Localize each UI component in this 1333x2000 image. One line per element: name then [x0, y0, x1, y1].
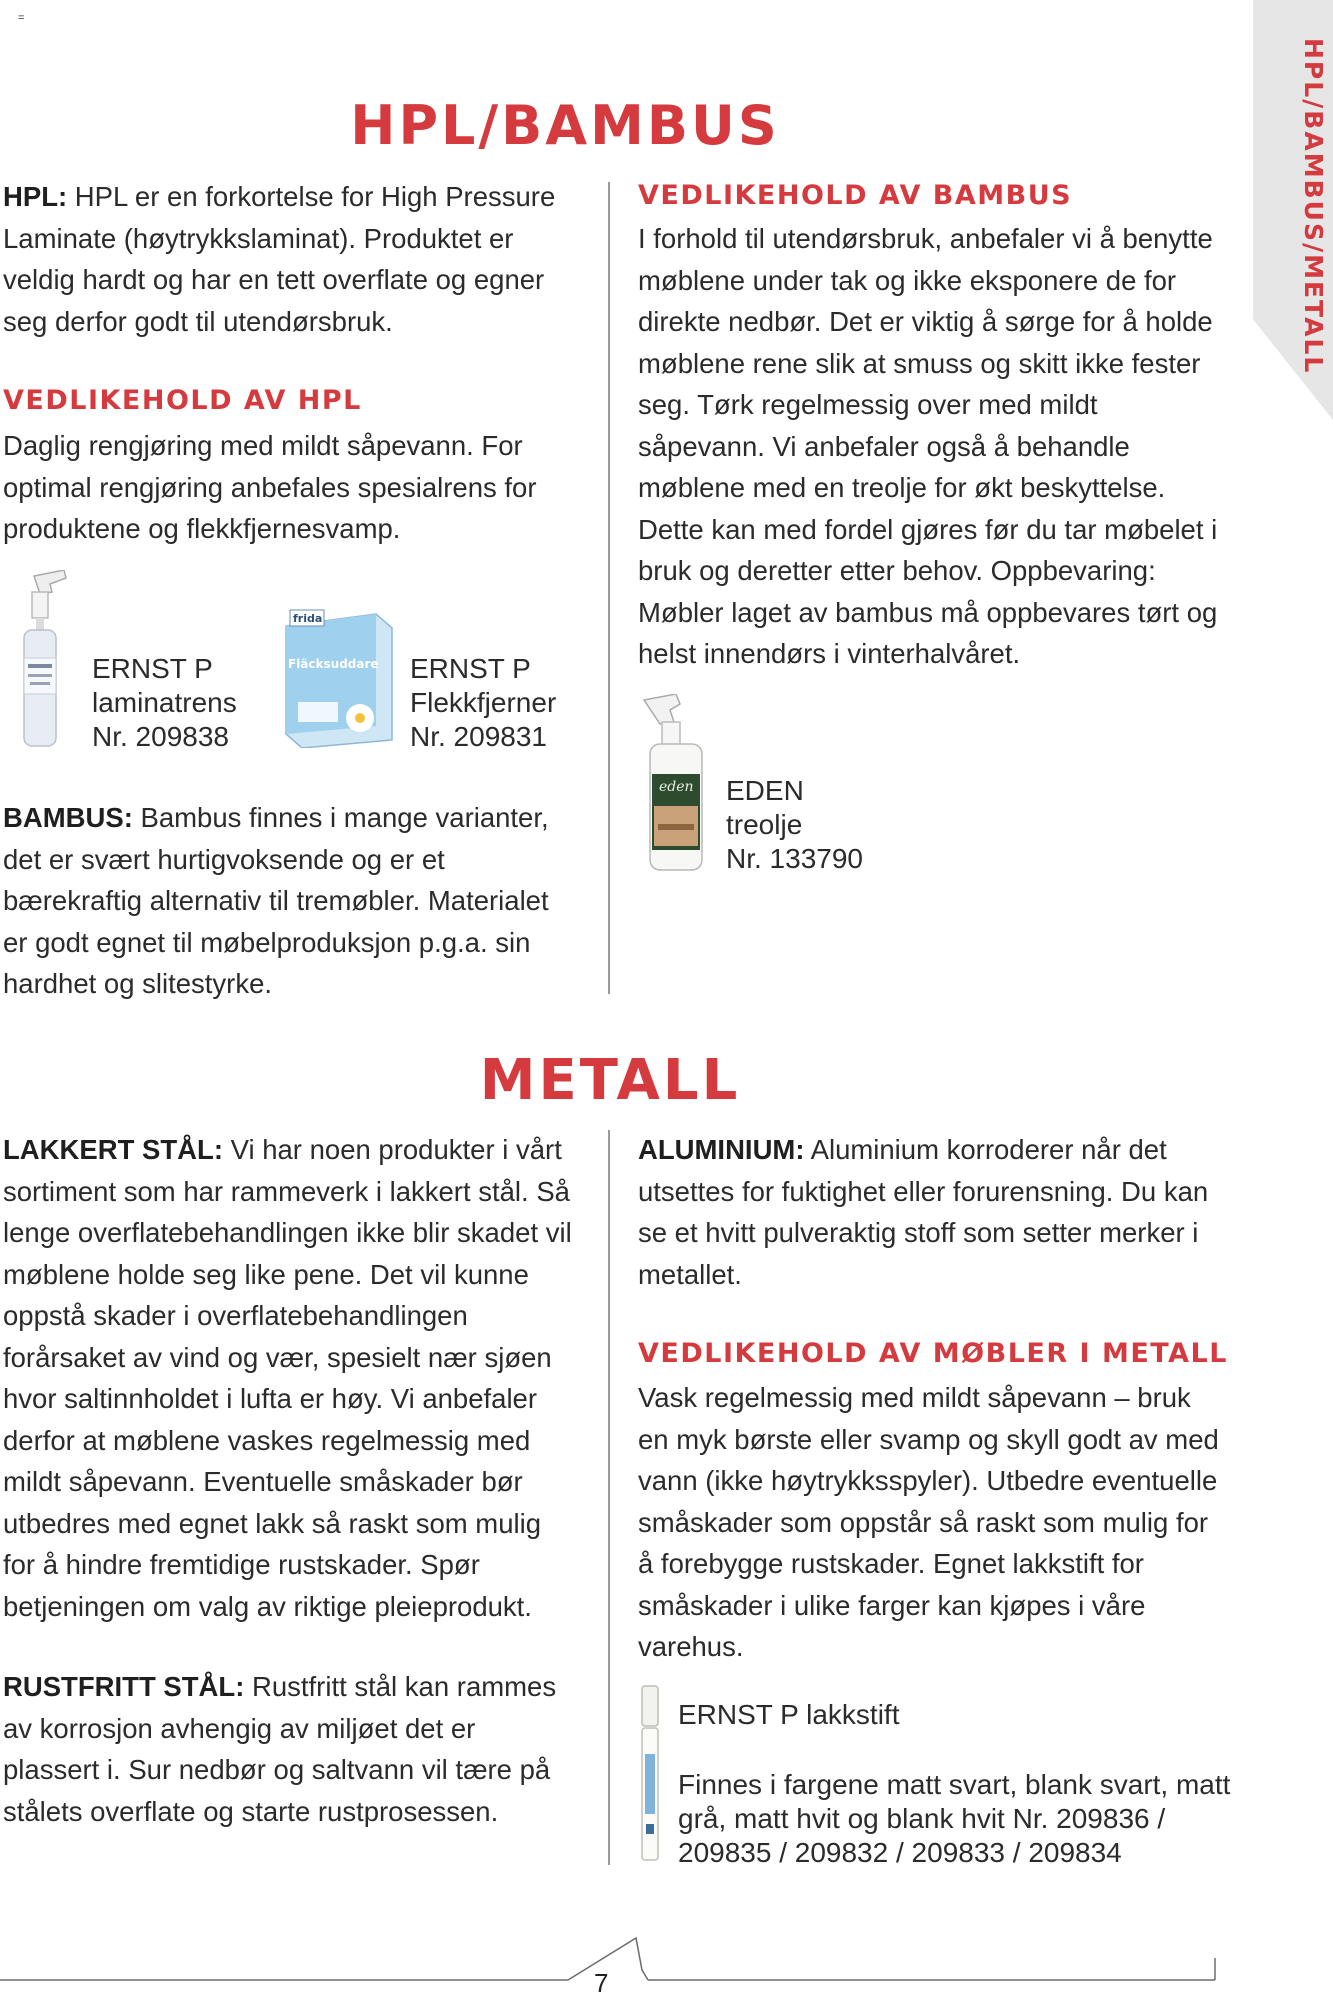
rustfritt-text: Rustfritt stål kan rammes av korrosjon avhengig av miljøet det er plassert i. Sur nedbør og saltvann vil tære på stålets overflate og starte rustprosessen.: [3, 1671, 557, 1827]
laminatrens-name: laminatrens: [92, 687, 237, 718]
side-tab-label: HPL/BAMBUS/METALL: [1299, 38, 1328, 375]
flekkfjerner-number: Nr. 209831: [410, 721, 547, 752]
column-divider-bottom: [608, 1130, 610, 1865]
laminatrens-number: Nr. 209838: [92, 721, 229, 752]
rustfritt-label: RUSTFRITT STÅL:: [3, 1671, 245, 1702]
hpl-paragraph: [3, 176, 573, 342]
bambus-label: BAMBUS:: [3, 802, 133, 833]
flekkfjerner-box-title: Fläcksuddare: [288, 657, 379, 671]
laminatrens-bottle-image: [6, 570, 70, 750]
aluminium-paragraph: [638, 1129, 1228, 1295]
footer-line: [0, 1930, 1333, 2000]
aluminium-label: ALUMINIUM:: [638, 1134, 805, 1165]
treolje-name: treolje: [726, 809, 803, 840]
treolje-bottle-image: [640, 694, 720, 874]
rustfritt-paragraph: [3, 1666, 573, 1832]
lakkert-paragraph: [3, 1129, 573, 1627]
hpl-label: HPL:: [3, 181, 68, 212]
lakkstift-description: Finnes i fargene matt svart, blank svart, matt grå, matt hvit og blank hvit Nr. 209836 / 209835 / 209832 / 209833 / 209834: [678, 1769, 1231, 1868]
treolje-number: Nr. 133790: [726, 843, 863, 874]
bambus-care-heading: VEDLIKEHOLD AV BAMBUS: [638, 180, 1073, 211]
flekkfjerner-name: Flekkfjerner: [410, 687, 557, 718]
laminatrens-brand: ERNST P: [92, 653, 213, 684]
laminatrens-caption: [92, 652, 292, 754]
lakkstift-title: ERNST P lakkstift: [678, 1699, 900, 1730]
hpl-care-heading: VEDLIKEHOLD AV HPL: [3, 385, 362, 416]
hpl-care-text: Daglig rengjøring med mildt såpevann. For optimal rengjøring anbefales spesialrens for produktene og flekkfjernesvamp.: [3, 430, 537, 544]
section-title-hpl-bambus: HPL/BAMBUS: [350, 94, 780, 157]
flekkfjerner-box-brand: frida: [293, 612, 323, 625]
lakkert-label: LAKKERT STÅL:: [3, 1134, 223, 1165]
lakkstift-pen-image: [636, 1684, 664, 1864]
metall-care-heading: VEDLIKEHOLD AV MØBLER I METALL: [638, 1338, 1228, 1369]
bambus-care-text: I forhold til utendørsbruk, anbefaler vi å benytte møblene under tak og ikke eksponere de for direkte nedbør. Det er viktig å sørge for å holde møblene rene slik at smuss og skitt ikke fester seg. Tørk regelmessig over med mildt såpevann. Vi anbefaler også å behandle møblene med en treolje for økt beskyttelse. Dette kan med fordel gjøres før du tar møbelet i bruk og deretter etter behov. Oppbevaring: Møbler laget av bambus må oppbevares tørt og helst innendørs i vinterhalvåret.: [638, 223, 1218, 669]
flekkfjerner-box-image: [276, 606, 396, 748]
bambus-text: Bambus finnes i mange varianter, det er svært hurtigvoksende og er et bærekraftig alternativ til tremøbler. Materialet er godt egnet til møbelproduksjon p.g.a. sin hardhet og slitestyrke.: [3, 802, 549, 999]
treolje-brand: EDEN: [726, 775, 804, 806]
column-divider-top: [608, 182, 610, 994]
metall-care-text: Vask regelmessig med mildt såpevann – bruk en myk børste eller svamp og skyll godt av med vann (ikke høytrykksspyler). Utbedre eventuelle småskader som oppstår så raskt som mulig for å forebygge rustskader. Egnet lakkstift for småskader i ulike farger kan kjøpes i våre varehus.: [638, 1382, 1219, 1662]
flekkfjerner-caption: [410, 652, 610, 754]
hpl-text: HPL er en forkortelse for High Pressure Laminate (høytrykkslaminat). Produktet er veldig hardt og har en tett overflate og egner seg derfor godt til utendørsbruk.: [3, 181, 556, 337]
treolje-caption: [726, 774, 926, 876]
lakkert-text: Vi har noen produkter i vårt sortiment som har rammeverk i lakkert stål. Så lenge overflatebehandlingen ikke blir skadet vil møblene holde seg like pene. Det vil kunne oppstå skader i overflatebehandlingen forårsaket av vind og vær, spesielt nær sjøen hvor saltinnholdet i lufta er høy. Vi anbefaler derfor at møblene vaskes regelmessig med mildt såpevann. Eventuelle småskader bør utbedres med egnet lakk så raskt som mulig for å hindre fremtidige rustskader. Spør betjeningen om valg av riktige pleieprodukt.: [3, 1134, 572, 1622]
section-title-metall: METALL: [479, 1048, 741, 1113]
flekkfjerner-brand: ERNST P: [410, 653, 531, 684]
aluminium-text: Aluminium korroderer når det utsettes for fuktighet eller forurensning. Du kan se et hvitt pulveraktig stoff som setter merker i metallet.: [638, 1134, 1209, 1290]
bambus-paragraph: [3, 797, 573, 1005]
treolje-label-brand: eden: [659, 779, 694, 795]
page-number: 7: [594, 1968, 609, 1998]
corner-mark: =: [18, 12, 25, 24]
